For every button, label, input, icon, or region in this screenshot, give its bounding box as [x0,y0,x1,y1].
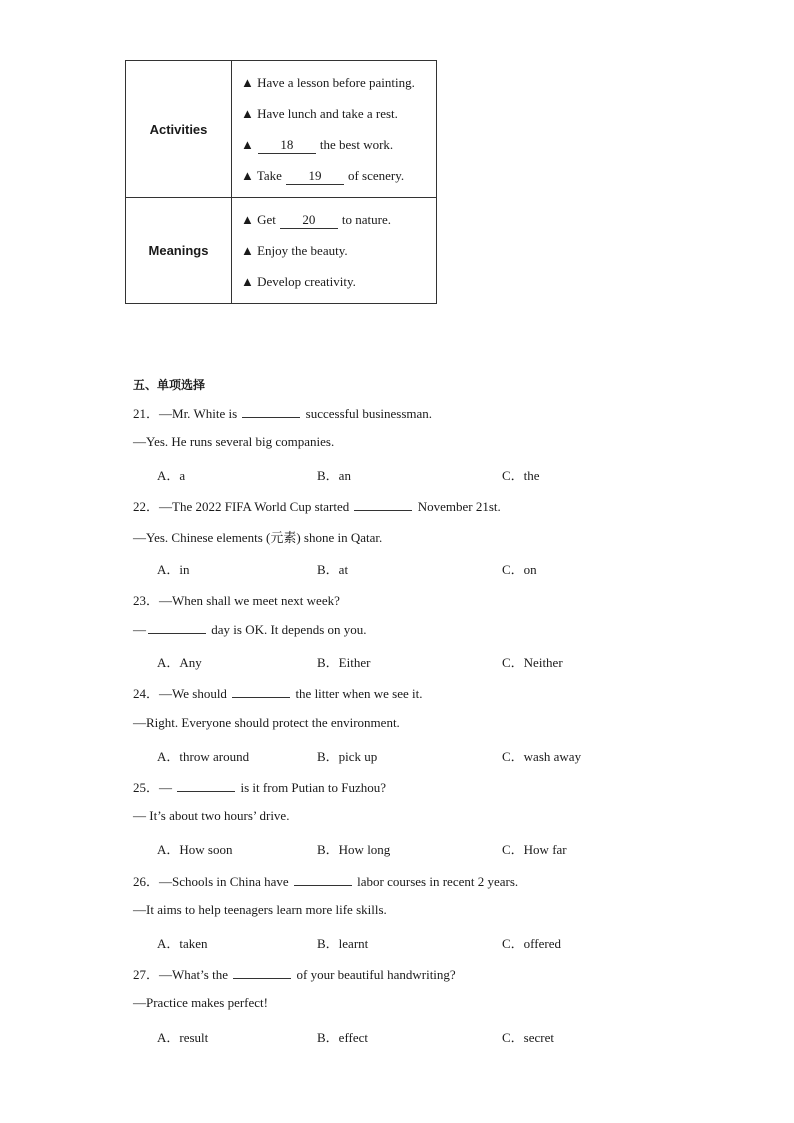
option-b[interactable]: B．effect [317,1030,369,1045]
question-22-line2: —Yes. Chinese elements (元素) shone in Qatar. [133,530,383,545]
option-b[interactable]: B．learnt [317,936,369,951]
activities-table [125,60,437,304]
option-a[interactable]: A．Any [157,655,202,670]
list-item: ▲ Enjoy the beauty. [241,243,348,258]
option-b[interactable]: B．pick up [317,749,378,764]
list-item: ▲ Have a lesson before painting. [241,75,415,90]
answer-blank[interactable] [148,621,206,634]
option-b[interactable]: B．at [317,562,349,577]
question-22-line1: 22．—The 2022 FIFA World Cup started November 21st. [133,499,501,514]
option-a[interactable]: A．result [157,1030,209,1045]
blank-19[interactable]: 19 [286,168,344,185]
option-a[interactable]: A．taken [157,936,208,951]
question-23-line1: 23．—When shall we meet next week? [133,593,340,608]
list-item: ▲ Take 19 of scenery. [241,168,405,183]
answer-blank[interactable] [232,685,290,698]
question-27-line2: —Practice makes perfect! [133,995,268,1010]
question-26-line1: 26．—Schools in China have labor courses in recent 2 years. [133,874,519,889]
option-b[interactable]: B．an [317,468,351,483]
blank-18[interactable]: 18 [258,137,316,154]
option-c[interactable]: C．the [502,468,540,483]
answer-blank[interactable] [242,405,300,418]
list-item: ▲ Develop creativity. [241,274,356,289]
list-item: ▲ Have lunch and take a rest. [241,106,398,121]
row-header-activities: Activities [126,61,232,198]
list-item: ▲ 18 the best work. [241,137,394,152]
option-a[interactable]: A．How soon [157,842,233,857]
meanings-cell [232,198,437,304]
option-a[interactable]: A．throw around [157,749,250,764]
option-a[interactable]: A．in [157,562,190,577]
answer-blank[interactable] [233,966,291,979]
option-b[interactable]: B．How long [317,842,391,857]
option-c[interactable]: C．How far [502,842,567,857]
answer-blank[interactable] [294,873,352,886]
section-title: 五、单项选择 [133,378,206,392]
blank-20[interactable]: 20 [280,212,338,229]
table-row-activities [126,61,437,198]
question-21-line2: —Yes. He runs several big companies. [133,434,335,449]
question-21-line1: 21．—Mr. White is successful businessman. [133,406,433,421]
table-row-meanings [126,198,437,304]
question-24-line1: 24．—We should the litter when we see it. [133,686,423,701]
question-23-line2: — day is OK. It depends on you. [133,622,367,637]
option-a[interactable]: A．a [157,468,186,483]
question-27-line1: 27．—What’s the of your beautiful handwriting? [133,967,456,982]
option-b[interactable]: B．Either [317,655,371,670]
option-c[interactable]: C．offered [502,936,561,951]
question-25-line2: — It’s about two hours’ drive. [133,808,290,823]
question-25-line1: 25．— is it from Putian to Fuzhou? [133,780,387,795]
option-c[interactable]: C．wash away [502,749,582,764]
question-26-line2: —It aims to help teenagers learn more life skills. [133,902,387,917]
option-c[interactable]: C．on [502,562,537,577]
answer-blank[interactable] [354,498,412,511]
question-24-line2: —Right. Everyone should protect the environment. [133,715,400,730]
list-item: ▲ Get 20 to nature. [241,212,391,227]
row-header-meanings: Meanings [126,198,232,304]
activities-cell [232,61,437,198]
option-c[interactable]: C．Neither [502,655,563,670]
option-c[interactable]: C．secret [502,1030,554,1045]
answer-blank[interactable] [177,779,235,792]
